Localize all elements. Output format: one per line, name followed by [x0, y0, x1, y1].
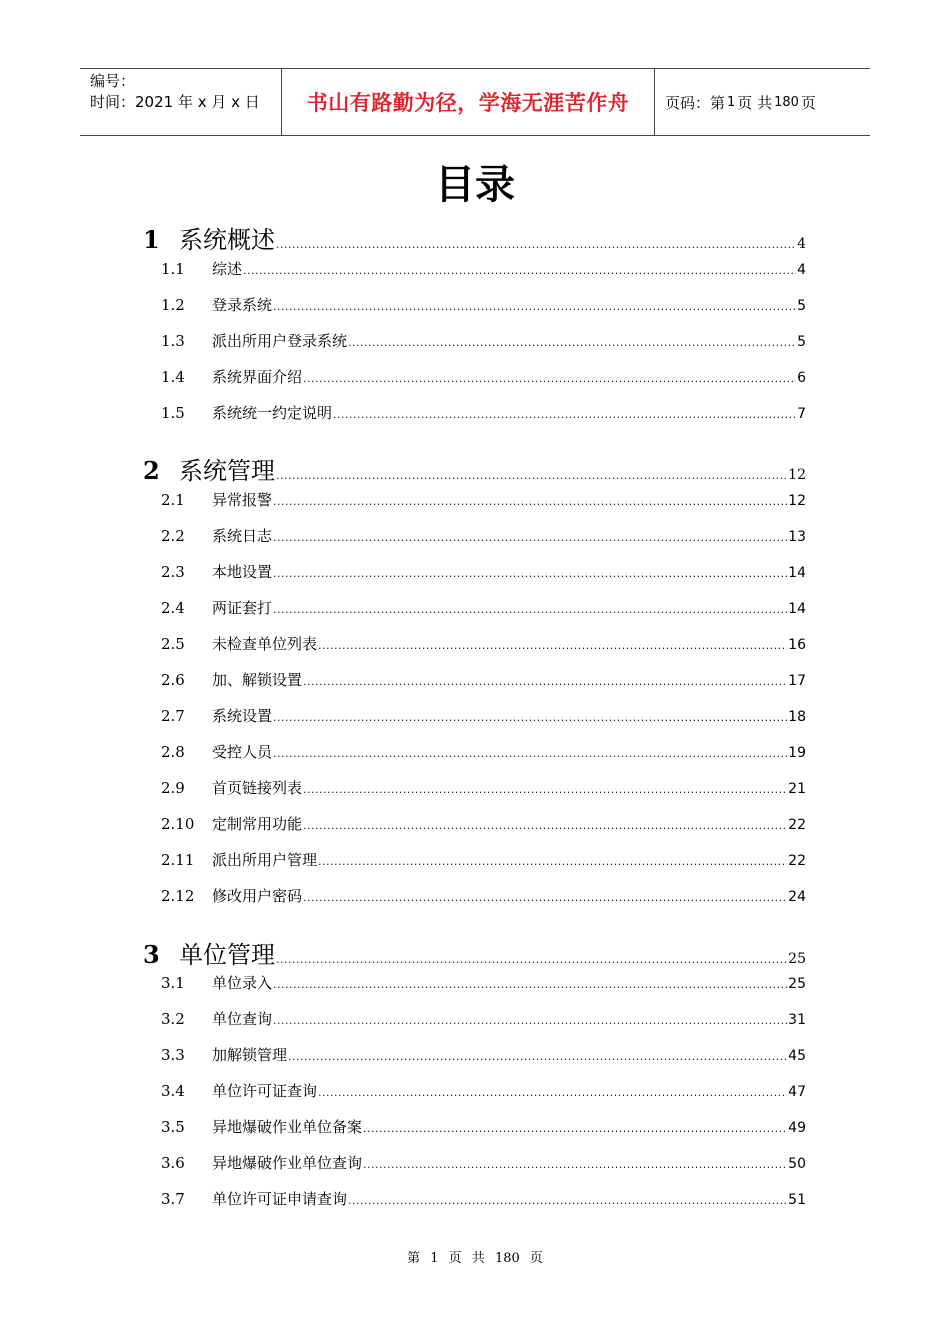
header-motto-cell [282, 69, 655, 135]
page-total: 180 [774, 94, 799, 110]
toc-number: 2.10 [161, 815, 195, 833]
toc-page-number: 49 [788, 1120, 806, 1136]
toc-section-line[interactable] [161, 633, 806, 654]
toc-leader-dots [303, 892, 787, 903]
toc-section-line[interactable] [161, 1188, 806, 1209]
footer-suffix: 页 [529, 1251, 543, 1266]
toc-section-line[interactable] [161, 813, 806, 834]
toc-leader-dots [273, 748, 787, 759]
toc-number: 2 [143, 456, 160, 485]
time-label: 时间：2021 年 x 月 x 日 [90, 93, 260, 111]
page-current: 1 [727, 94, 736, 110]
toc-heading: 综述 [212, 260, 243, 278]
toc-section-line[interactable] [161, 885, 806, 906]
toc-heading: 本地设置 [212, 563, 273, 581]
toc-leader-dots [348, 337, 796, 348]
toc-section-line[interactable] [161, 258, 806, 279]
toc-section-line[interactable] [161, 741, 806, 762]
toc-heading: 派出所用户管理 [212, 851, 318, 869]
toc-page-number: 22 [788, 853, 806, 869]
toc-section-line[interactable] [161, 561, 806, 582]
toc-section-line[interactable] [161, 525, 806, 546]
page-footer [0, 1247, 950, 1266]
toc-page-number: 18 [788, 709, 806, 725]
toc-page-number: 6 [797, 370, 806, 386]
toc-number: 1.1 [161, 260, 185, 278]
toc-leader-dots [276, 239, 796, 250]
toc-section-line[interactable] [161, 1152, 806, 1173]
page-suffix: 页 [800, 93, 816, 112]
toc-leader-dots [276, 470, 787, 481]
toc-leader-dots [273, 568, 787, 579]
toc-number: 3.3 [161, 1046, 185, 1064]
toc-leader-dots [348, 1195, 787, 1206]
toc-leader-dots [303, 820, 787, 831]
toc-page-number: 13 [788, 529, 806, 545]
toc-leader-dots [273, 1015, 787, 1026]
toc-leader-dots [276, 954, 787, 965]
toc-section-line[interactable] [161, 1008, 806, 1029]
toc-number: 2.6 [161, 671, 185, 689]
toc-number: 1.4 [161, 368, 185, 386]
toc-number: 3.2 [161, 1010, 185, 1028]
toc-heading: 单位查询 [212, 1010, 273, 1028]
toc-section-line[interactable] [161, 705, 806, 726]
toc-heading: 异地爆破作业单位查询 [212, 1154, 363, 1172]
toc-leader-dots [363, 1159, 787, 1170]
toc-page-number: 4 [797, 262, 806, 278]
toc-leader-dots [273, 301, 796, 312]
toc-number: 2.8 [161, 743, 185, 761]
toc-page-number: 25 [788, 951, 806, 967]
toc-leader-dots [273, 496, 787, 507]
toc-section-line[interactable] [161, 402, 806, 423]
toc-page-number: 5 [797, 298, 806, 314]
toc-heading: 单位许可证查询 [212, 1082, 318, 1100]
toc-leader-dots [303, 373, 796, 384]
toc-leader-dots [273, 604, 787, 615]
toc-page-number: 12 [788, 493, 806, 509]
toc-chapter-line[interactable] [143, 935, 806, 970]
toc-leader-dots [318, 1087, 787, 1098]
toc-chapter-line[interactable] [143, 220, 806, 255]
toc-leader-dots [273, 712, 787, 723]
toc-heading: 加解锁管理 [212, 1046, 288, 1064]
toc-heading: 系统统一约定说明 [212, 404, 333, 422]
toc-section-line[interactable] [161, 294, 806, 315]
toc-number: 2.4 [161, 599, 185, 617]
toc-leader-dots [273, 532, 787, 543]
toc-leader-dots [243, 265, 796, 276]
toc-number: 2.11 [161, 851, 195, 869]
toc-heading: 派出所用户登录系统 [212, 332, 348, 350]
toc-section-line[interactable] [161, 597, 806, 618]
toc-page-number: 4 [797, 236, 806, 252]
serial-label: 编号： [90, 72, 136, 90]
document-header [80, 68, 870, 136]
toc-number: 2.3 [161, 563, 185, 581]
toc-heading: 两证套打 [212, 599, 273, 617]
toc-page-number: 12 [788, 467, 806, 483]
toc-section-line[interactable] [161, 669, 806, 690]
header-page-cell [655, 69, 870, 135]
toc-heading: 系统界面介绍 [212, 368, 303, 386]
toc-section-line[interactable] [161, 1044, 806, 1065]
toc-page-number: 22 [788, 817, 806, 833]
toc-number: 3.6 [161, 1154, 185, 1172]
toc-number: 3.4 [161, 1082, 185, 1100]
toc-heading: 加、解锁设置 [212, 671, 303, 689]
toc-page-number: 16 [788, 637, 806, 653]
toc-title: 目录 [435, 161, 515, 208]
toc-number: 3.1 [161, 974, 185, 992]
toc-heading: 系统概述 [179, 226, 275, 254]
toc-section-line[interactable] [161, 330, 806, 351]
toc-heading: 未检查单位列表 [212, 635, 318, 653]
toc-number: 2.9 [161, 779, 185, 797]
toc-page-number: 19 [788, 745, 806, 761]
toc-heading: 定制常用功能 [212, 815, 303, 833]
toc-heading: 登录系统 [212, 296, 273, 314]
toc-number: 3.5 [161, 1118, 185, 1136]
toc-heading: 受控人员 [212, 743, 273, 761]
toc-page-number: 21 [788, 781, 806, 797]
toc-number: 2.7 [161, 707, 185, 725]
toc-heading: 异常报警 [212, 491, 273, 509]
footer-total: 180 [494, 1251, 520, 1266]
toc-page-number: 47 [788, 1084, 806, 1100]
header-meta-cell [80, 69, 282, 135]
toc-page-number: 45 [788, 1048, 806, 1064]
toc-page-number: 7 [797, 406, 806, 422]
page-mid: 页 共 [737, 93, 773, 112]
footer-prefix: 第 [407, 1251, 421, 1266]
toc-section-line[interactable] [161, 1080, 806, 1101]
toc-heading: 系统管理 [179, 457, 275, 485]
toc-number: 2.2 [161, 527, 185, 545]
toc-number: 1.5 [161, 404, 185, 422]
toc-section-line[interactable] [161, 1116, 806, 1137]
toc-section-line[interactable] [161, 972, 806, 993]
toc-page-number: 14 [788, 565, 806, 581]
toc-leader-dots [288, 1051, 787, 1062]
toc-leader-dots [333, 409, 796, 420]
toc-page-number: 24 [788, 889, 806, 905]
toc-leader-dots [363, 1123, 787, 1134]
toc-leader-dots [303, 784, 787, 795]
toc-page-number: 50 [788, 1156, 806, 1172]
toc-section-line[interactable] [161, 366, 806, 387]
toc-heading: 修改用户密码 [212, 887, 303, 905]
toc-page-number: 14 [788, 601, 806, 617]
toc-chapter-line[interactable] [143, 451, 806, 486]
toc-number: 2.1 [161, 491, 185, 509]
toc-number: 3.7 [161, 1190, 185, 1208]
toc-page-number: 31 [788, 1012, 806, 1028]
footer-current: 1 [430, 1251, 439, 1266]
toc-number: 1 [143, 225, 160, 254]
toc-heading: 系统日志 [212, 527, 273, 545]
toc-heading: 单位许可证申请查询 [212, 1190, 348, 1208]
toc-leader-dots [273, 979, 787, 990]
toc-page-number: 5 [797, 334, 806, 350]
toc-page-number: 25 [788, 976, 806, 992]
toc-heading: 首页链接列表 [212, 779, 303, 797]
toc-section-line[interactable] [161, 489, 806, 510]
toc-heading: 系统设置 [212, 707, 273, 725]
toc-leader-dots [318, 856, 787, 867]
toc-number: 2.5 [161, 635, 185, 653]
toc-number: 1.3 [161, 332, 185, 350]
toc-page-number: 51 [788, 1192, 806, 1208]
motto-text: 书山有路勤为径，学海无涯苦作舟 [306, 91, 630, 115]
toc-section-line[interactable] [161, 777, 806, 798]
toc-heading: 单位管理 [179, 941, 275, 969]
toc-page-number: 17 [788, 673, 806, 689]
toc-leader-dots [318, 640, 787, 651]
toc-number: 1.2 [161, 296, 185, 314]
toc-leader-dots [303, 676, 787, 687]
toc-section-line[interactable] [161, 849, 806, 870]
page-prefix: 页码：第 [665, 93, 726, 112]
toc-number: 3 [143, 940, 160, 969]
footer-mid: 页 共 [448, 1251, 485, 1266]
toc-heading: 单位录入 [212, 974, 273, 992]
toc-heading: 异地爆破作业单位备案 [212, 1118, 363, 1136]
toc-number: 2.12 [161, 887, 195, 905]
